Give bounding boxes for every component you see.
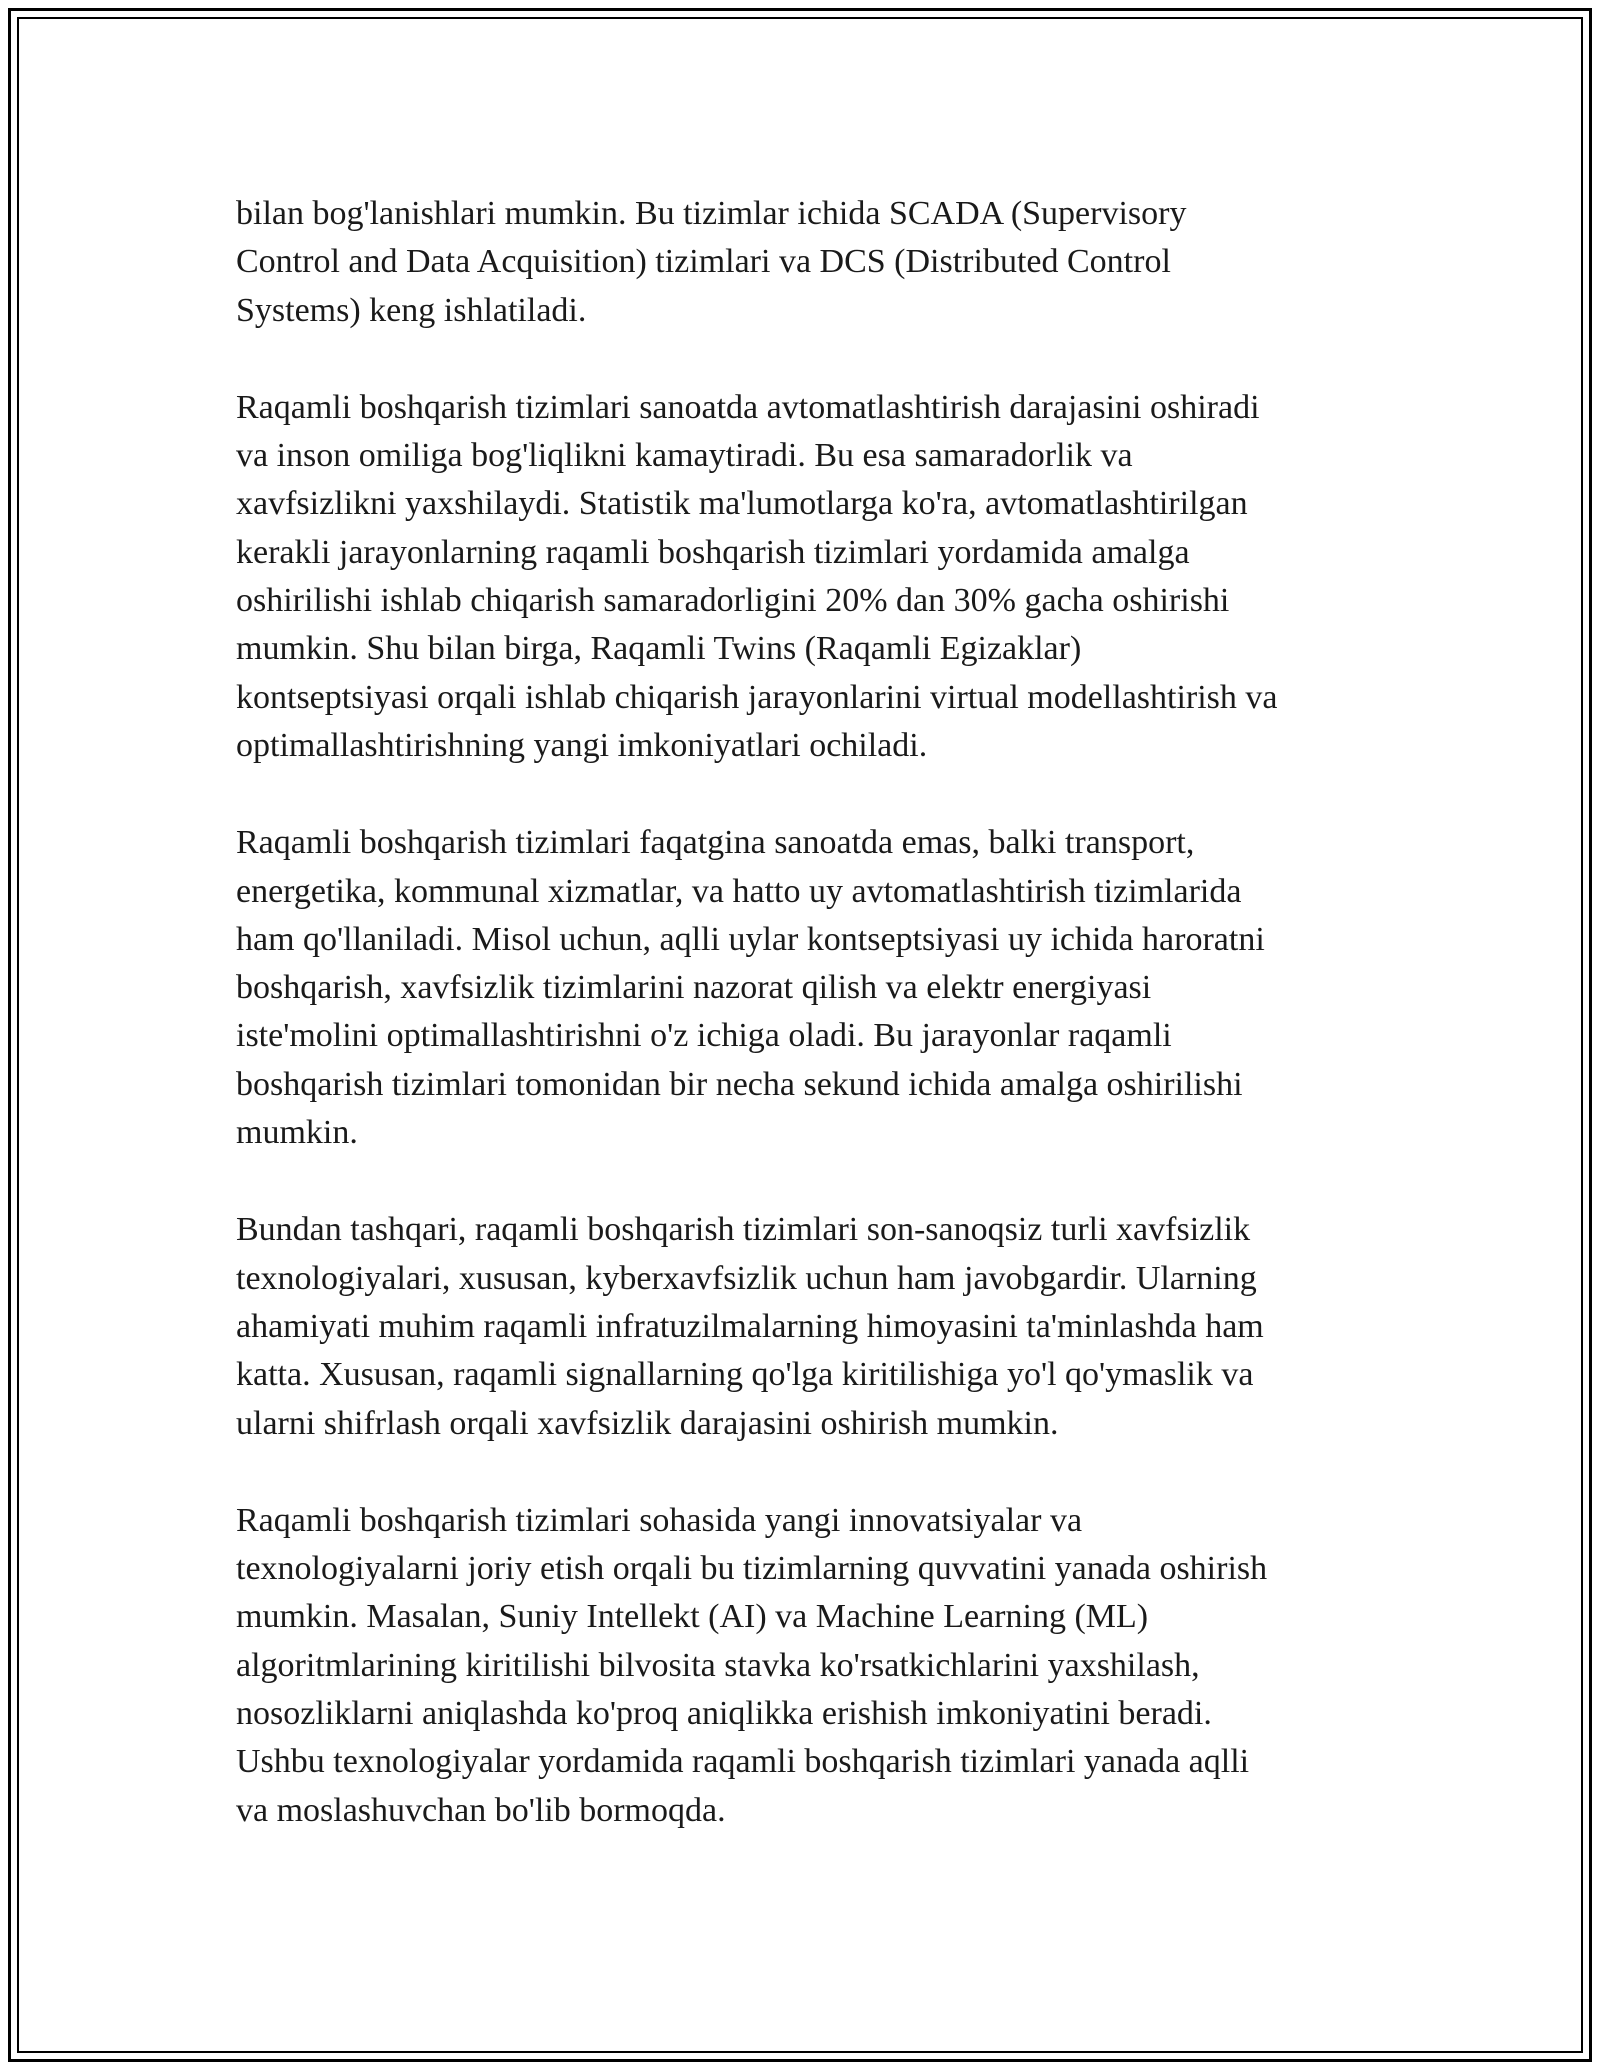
- document-body: [236, 190, 1366, 1884]
- paragraph-security: Bundan tashqari, raqamli boshqarish tizimlari son-sanoqsiz turli xavfsizlik texnologiyalari, xususan, kyberxavfsizlik uchun ham javobgardir. Ularning ahamiyati muhim raqamli infratuzilmalarning himoyasini ta'minlashda ham katta. Xususan, raqamli signallarning qo'lga kiritilishiga yo'l qo'ymaslik va ularni shifrlash orqali xavfsizlik darajasini oshirish mumkin.: [236, 1211, 1264, 1442]
- paragraph-applications: Raqamli boshqarish tizimlari faqatgina sanoatda emas, balki transport, energetika, kommunal xizmatlar, va hatto uy avtomatlashtirish tizimlarida ham qo'llaniladi. Misol uchun, aqlli uylar kontseptsiyasi uy ichida haroratni boshqarish, xavfsizlik tizimlarini nazorat qilish va elektr energiyasi iste'molini optimallashtirishni o'z ichiga oladi. Bu jarayonlar raqamli boshqarish tizimlari tomonidan bir necha sekund ichida amalga oshirilishi mumkin.: [236, 824, 1265, 1152]
- paragraph-innovations: Raqamli boshqarish tizimlari sohasida yangi innovatsiyalar va texnologiyalarni joriy etish orqali bu tizimlarning quvvatini yanada oshirish mumkin. Masalan, Suniy Intellekt (AI) va Machine Learning (ML) algoritmlarining kiritilishi bilvosita stavka ko'rsatkichlarini yaxshilash, nosozliklarni aniqlashda ko'proq aniqlikka erishish imkoniyatini beradi. Ushbu texnologiyalar yordamida raqamli boshqarish tizimlari yanada aqlli va moslashuvchan bo'lib bormoqda.: [236, 1501, 1268, 1829]
- paragraph-scada-dcs: bilan bog'lanishlari mumkin. Bu tizimlar ichida SCADA (Supervisory Control and Data Acquisition) tizimlari va DCS (Distributed Control Systems) keng ishlatiladi.: [236, 195, 1187, 329]
- paragraph-automation-efficiency: Raqamli boshqarish tizimlari sanoatda avtomatlashtirish darajasini oshiradi va inson omiliga bog'liqlikni kamaytiradi. Bu esa samaradorlik va xavfsizlikni yaxshilaydi. Statistik ma'lumotlarga ko'ra, avtomatlashtirilgan kerakli jarayonlarning raqamli boshqarish tizimlari yordamida amalga oshirilishi ishlab chiqarish samaradorligini 20% dan 30% gacha oshirishi mumkin. Shu bilan birga, Raqamli Twins (Raqamli Egizaklar) kontseptsiyasi orqali ishlab chiqarish jarayonlarini virtual modellashtirish va optimallashtirishning yangi imkoniyatlari ochiladi.: [236, 388, 1278, 764]
